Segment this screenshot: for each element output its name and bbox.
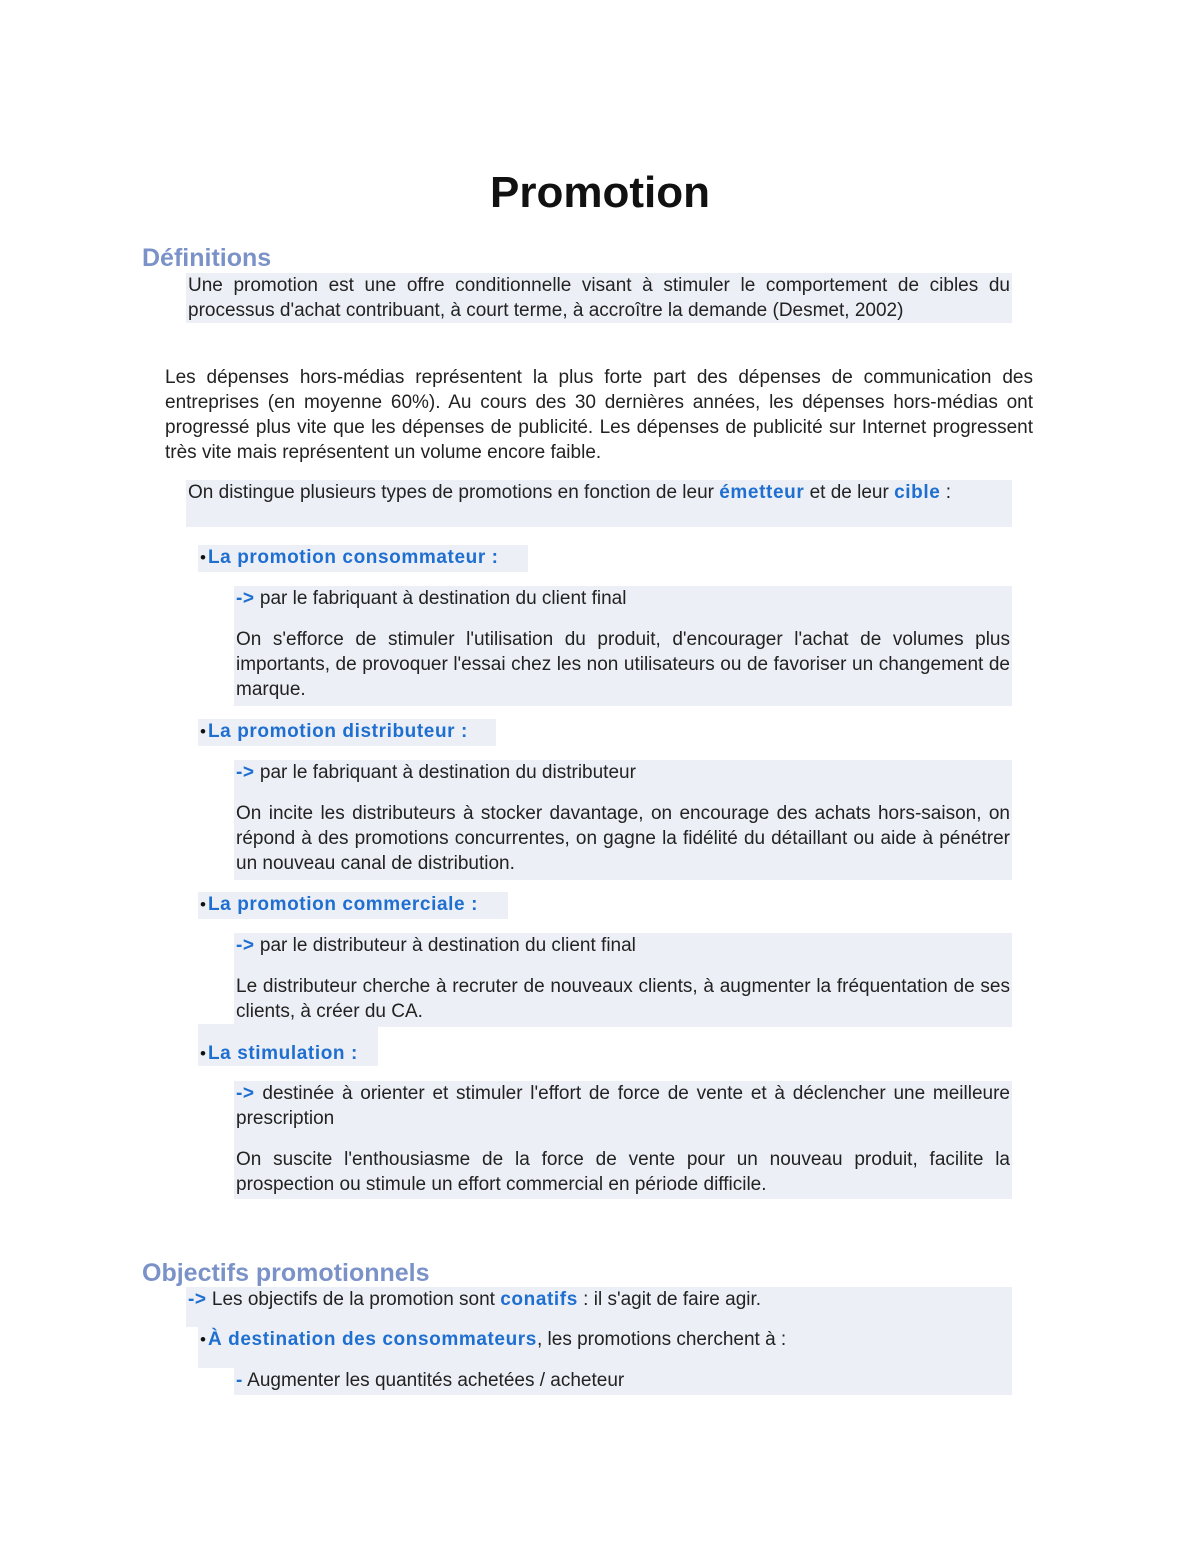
distributeur-arrow-text: par le fabriquant à destination du distributeur [254,762,636,783]
stimulation-title: La stimulation : [207,1043,358,1064]
definition-box [186,273,1012,323]
page-title: Promotion [490,168,710,217]
objectifs-line1 [186,1287,1012,1312]
objectifs-line2-box [198,1327,1012,1368]
arrow-icon: -> [236,935,255,956]
bullet-consommateur [198,545,528,572]
consommateur-body [234,586,1012,706]
section-heading-definitions: Définitions [142,244,272,272]
types-text-c: : [940,482,951,503]
stimulation-body [234,1081,1012,1199]
commerciale-desc: Le distributeur cherche à recruter de nouveaux clients, à augmenter la fréquentation de ses clients, à créer du CA. [236,976,1010,1022]
types-text-a: On distingue plusieurs types de promotions en fonction de leur [188,482,714,503]
emetteur-keyword: émetteur [719,482,805,503]
consommateur-title: La promotion consommateur : [207,547,499,568]
bullet-icon: • [200,1044,206,1063]
dash-icon: - [236,1370,243,1391]
stimulation-arrow-line [234,1081,1012,1131]
arrow-icon: -> [236,588,255,609]
objectifs-line3 [234,1368,1012,1393]
consommateur-desc: On s'efforce de stimuler l'utilisation du produit, d'encourager l'achat de volumes plus importants, de provoquer l'essai chez les non utilisateurs ou de favoriser un changement de marque. [236,629,1010,700]
conatifs-keyword: conatifs [500,1289,578,1310]
arrow-icon: -> [188,1289,207,1310]
stimulation-arrow-text: destinée à orienter et stimuler l'effort de force de vente et à déclencher une meilleure prescription [236,1083,1010,1129]
stimulation-desc: On suscite l'enthousiasme de la force de vente pour un nouveau produit, facilite la prospection ou stimule un effort commercial en période difficile. [236,1149,1010,1195]
depenses-paragraph [165,365,1033,465]
objectifs-line3-box [234,1368,1012,1395]
objectifs-line1-box [186,1287,1012,1327]
bullet-icon: • [200,722,206,741]
distributeur-title: La promotion distributeur : [207,721,468,742]
commerciale-arrow-text: par le distributeur à destination du client final [254,935,636,956]
bullet-commerciale [198,892,508,919]
commerciale-body [234,933,1012,1027]
distributeur-body [234,760,1012,880]
bullet-distributeur [198,719,496,746]
objectifs-line1-a: Les objectifs de la promotion sont [206,1289,501,1310]
objectifs-line3-text: Augmenter les quantités achetées / acheteur [242,1370,625,1391]
bullet-stimulation [198,1024,378,1066]
commerciale-title: La promotion commerciale : [207,894,478,915]
distributeur-arrow-line [234,760,1012,785]
objectifs-line2-rest: , les promotions cherchent à : [536,1329,787,1350]
depenses-text: Les dépenses hors-médias représentent la plus forte part des dépenses de communication des entreprises (en moyenne 60%). Au cours des 30 dernières années, les dépenses hors-médias ont progressé plus vite que les dépenses de publicité. Les dépenses de publicité sur Internet progressent très vite mais représentent un volume encore faible. [165,367,1033,463]
types-intro-text [186,480,1012,505]
destination-consommateurs: À destination des consommateurs [207,1329,537,1350]
arrow-icon: -> [236,762,255,783]
section-heading-objectifs: Objectifs promotionnels [142,1259,430,1287]
types-intro-box [186,480,1012,527]
consommateur-arrow-text: par le fabriquant à destination du client final [254,588,627,609]
types-text-b: et de leur [804,482,889,503]
arrow-icon: -> [236,1083,255,1104]
consommateur-arrow-line [234,586,1012,611]
objectifs-line1-b: : il s'agit de faire agir. [577,1289,762,1310]
definition-text: Une promotion est une offre conditionnelle visant à stimuler le comportement de cibles du processus d'achat contribuant, à court terme, à accroître la demande (Desmet, 2002) [188,275,1010,321]
bullet-icon: • [200,895,206,914]
bullet-icon: • [200,1330,206,1349]
cible-keyword: cible [894,482,941,503]
bullet-icon: • [200,548,206,567]
commerciale-arrow-line [234,933,1012,958]
distributeur-desc: On incite les distributeurs à stocker davantage, on encourage des achats hors-saison, on répond à des promotions concurrentes, on gagne la fidélité du détaillant ou aide à pénétrer un nouveau canal de distribution. [236,803,1010,874]
